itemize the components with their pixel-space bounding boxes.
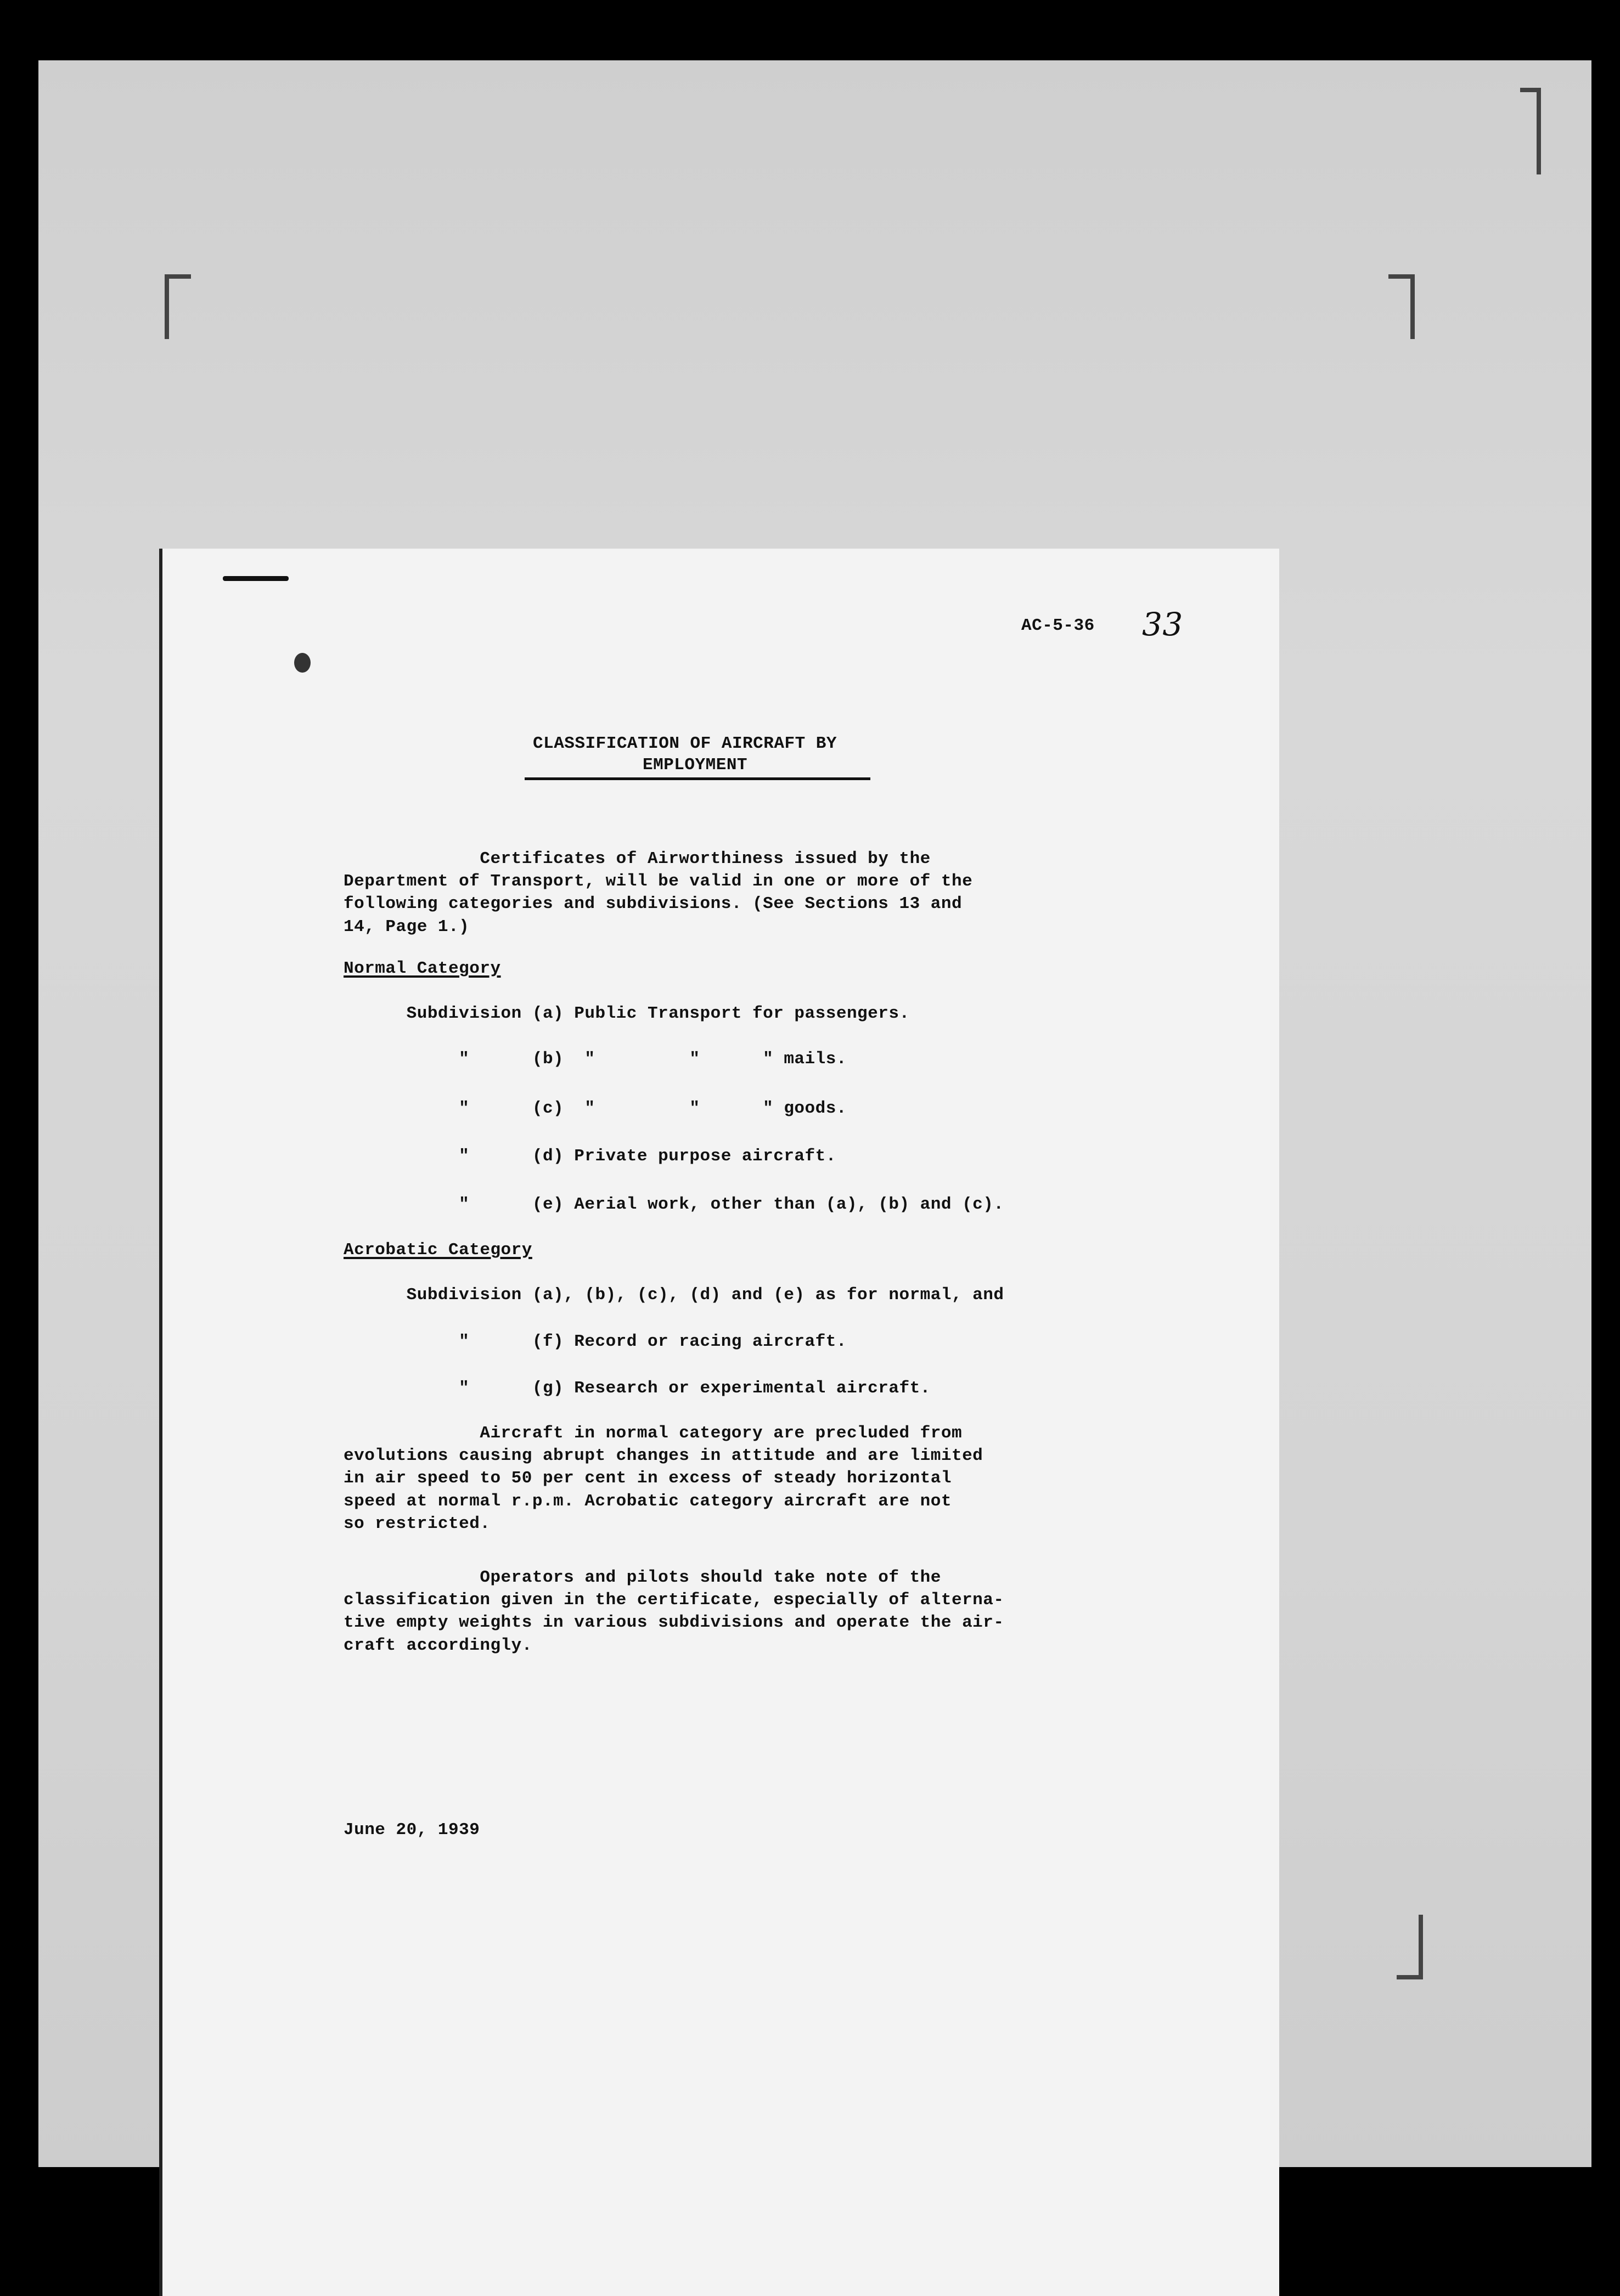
title-line-1: CLASSIFICATION OF AIRCRAFT BY	[533, 734, 837, 753]
text-line: Aircraft in normal category are precluded from	[344, 1424, 963, 1443]
acrobatic-category-heading: Acrobatic Category	[344, 1240, 532, 1260]
document-date: June 20, 1939	[344, 1820, 480, 1840]
text-line: 14, Page 1.)	[344, 917, 470, 937]
normal-item: " (e) Aerial work, other than (a), (b) and (c).	[344, 1195, 1004, 1214]
speed-paragraph	[344, 1422, 983, 1535]
text-line: classification given in the certificate, especially of alterna-	[344, 1590, 1004, 1610]
crop-mark	[1388, 274, 1415, 339]
document-reference: AC-5-36	[1021, 616, 1095, 635]
operators-paragraph	[344, 1566, 1004, 1657]
title-line-2: EMPLOYMENT	[643, 755, 748, 775]
acrobatic-item: Subdivision (a), (b), (c), (d) and (e) as for normal, and	[344, 1285, 1004, 1305]
text-line: Operators and pilots should take note of the	[344, 1568, 941, 1587]
handwritten-page-number: 33	[1142, 606, 1183, 643]
text-line: following categories and subdivisions. (See Sections 13 and	[344, 894, 963, 914]
intro-paragraph	[344, 848, 972, 938]
crop-mark	[1520, 88, 1541, 174]
title-underline	[525, 777, 870, 780]
text-line: tive empty weights in various subdivisions and operate the air-	[344, 1613, 1004, 1633]
normal-item: " (c) " " " goods.	[344, 1099, 847, 1118]
document-sheet	[159, 549, 1279, 2296]
normal-item: " (b) " " " mails.	[344, 1050, 847, 1069]
text-line: evolutions causing abrupt changes in attitude and are limited	[344, 1446, 983, 1466]
text-line: so restricted.	[344, 1514, 491, 1533]
normal-category-heading: Normal Category	[344, 959, 501, 978]
staple-mark	[223, 576, 289, 581]
text-line: Certificates of Airworthiness issued by the	[344, 849, 931, 868]
acrobatic-item: " (g) Research or experimental aircraft.	[344, 1379, 931, 1398]
normal-item: Subdivision (a) Public Transport for passengers.	[344, 1004, 910, 1023]
punch-hole	[294, 653, 311, 673]
crop-mark	[165, 274, 191, 339]
text-line: craft accordingly.	[344, 1635, 532, 1655]
crop-mark	[1397, 1915, 1423, 1979]
acrobatic-item: " (f) Record or racing aircraft.	[344, 1332, 847, 1351]
normal-item: " (d) Private purpose aircraft.	[344, 1147, 836, 1166]
text-line: speed at normal r.p.m. Acrobatic category aircraft are not	[344, 1491, 952, 1511]
text-line: Department of Transport, will be valid in one or more of the	[344, 872, 973, 892]
text-line: in air speed to 50 per cent in excess of steady horizontal	[344, 1469, 952, 1488]
